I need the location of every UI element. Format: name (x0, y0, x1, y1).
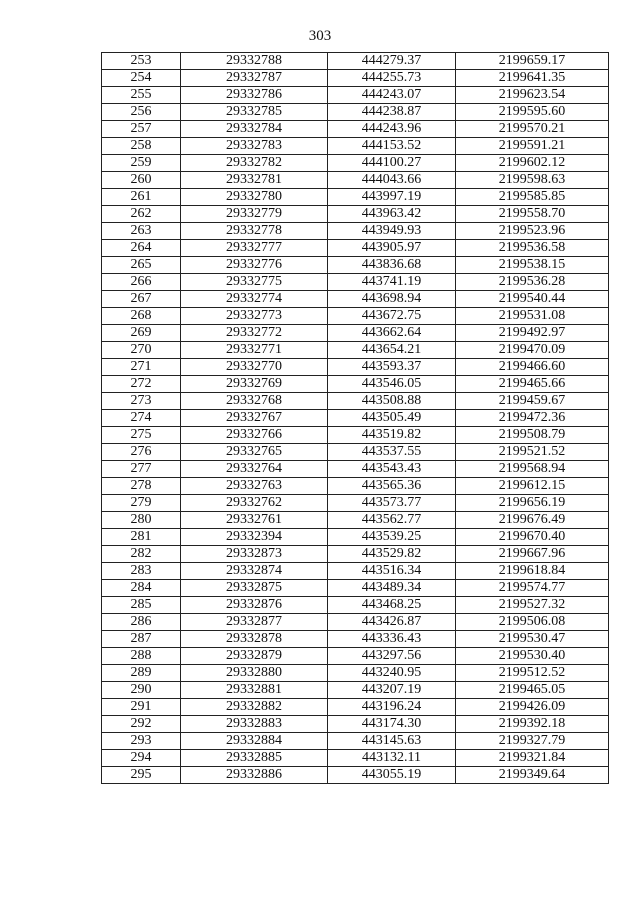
x-coordinate-cell: 443741.19 (328, 274, 456, 291)
x-coordinate-cell: 443963.42 (328, 206, 456, 223)
point-id-cell: 29332881 (181, 682, 328, 699)
point-number-cell: 268 (102, 308, 181, 325)
point-id-cell: 29332879 (181, 648, 328, 665)
point-id-cell: 29332878 (181, 631, 328, 648)
point-number-cell: 281 (102, 529, 181, 546)
x-coordinate-cell: 444243.07 (328, 87, 456, 104)
point-id-cell: 29332788 (181, 53, 328, 70)
point-id-cell: 29332762 (181, 495, 328, 512)
table-row (102, 631, 609, 648)
x-coordinate-cell: 443546.05 (328, 376, 456, 393)
table-row (102, 546, 609, 563)
point-id-cell: 29332886 (181, 767, 328, 784)
y-coordinate-cell: 2199570.21 (456, 121, 609, 138)
point-number-cell: 265 (102, 257, 181, 274)
table-row (102, 682, 609, 699)
table-row (102, 733, 609, 750)
point-id-cell: 29332775 (181, 274, 328, 291)
x-coordinate-cell: 443836.68 (328, 257, 456, 274)
point-id-cell: 29332885 (181, 750, 328, 767)
x-coordinate-cell: 443468.25 (328, 597, 456, 614)
x-coordinate-cell: 443949.93 (328, 223, 456, 240)
y-coordinate-cell: 2199618.84 (456, 563, 609, 580)
y-coordinate-cell: 2199527.32 (456, 597, 609, 614)
point-number-cell: 264 (102, 240, 181, 257)
x-coordinate-cell: 443662.64 (328, 325, 456, 342)
x-coordinate-cell: 444243.96 (328, 121, 456, 138)
y-coordinate-cell: 2199530.47 (456, 631, 609, 648)
point-id-cell: 29332761 (181, 512, 328, 529)
table-row (102, 648, 609, 665)
point-id-cell: 29332784 (181, 121, 328, 138)
table-row (102, 580, 609, 597)
y-coordinate-cell: 2199585.85 (456, 189, 609, 206)
y-coordinate-cell: 2199459.67 (456, 393, 609, 410)
table-row (102, 291, 609, 308)
x-coordinate-cell: 443672.75 (328, 308, 456, 325)
point-number-cell: 277 (102, 461, 181, 478)
table-row (102, 138, 609, 155)
y-coordinate-cell: 2199530.40 (456, 648, 609, 665)
point-number-cell: 290 (102, 682, 181, 699)
table-row (102, 121, 609, 138)
point-id-cell: 29332772 (181, 325, 328, 342)
point-number-cell: 286 (102, 614, 181, 631)
x-coordinate-cell: 443565.36 (328, 478, 456, 495)
x-coordinate-cell: 444153.52 (328, 138, 456, 155)
y-coordinate-cell: 2199667.96 (456, 546, 609, 563)
y-coordinate-cell: 2199595.60 (456, 104, 609, 121)
x-coordinate-cell: 443537.55 (328, 444, 456, 461)
table-row (102, 223, 609, 240)
table-row (102, 444, 609, 461)
point-number-cell: 262 (102, 206, 181, 223)
y-coordinate-cell: 2199466.60 (456, 359, 609, 376)
point-number-cell: 285 (102, 597, 181, 614)
x-coordinate-cell: 443573.77 (328, 495, 456, 512)
table-row (102, 512, 609, 529)
point-number-cell: 294 (102, 750, 181, 767)
y-coordinate-cell: 2199598.63 (456, 172, 609, 189)
y-coordinate-cell: 2199465.66 (456, 376, 609, 393)
x-coordinate-cell: 443489.34 (328, 580, 456, 597)
y-coordinate-cell: 2199465.05 (456, 682, 609, 699)
x-coordinate-cell: 443997.19 (328, 189, 456, 206)
point-id-cell: 29332786 (181, 87, 328, 104)
coordinates-table (101, 52, 609, 784)
table-row (102, 274, 609, 291)
point-id-cell: 29332876 (181, 597, 328, 614)
table-row (102, 376, 609, 393)
x-coordinate-cell: 443132.11 (328, 750, 456, 767)
point-number-cell: 255 (102, 87, 181, 104)
y-coordinate-cell: 2199676.49 (456, 512, 609, 529)
point-number-cell: 275 (102, 427, 181, 444)
y-coordinate-cell: 2199523.96 (456, 223, 609, 240)
table-row (102, 393, 609, 410)
point-number-cell: 279 (102, 495, 181, 512)
point-number-cell: 289 (102, 665, 181, 682)
y-coordinate-cell: 2199521.52 (456, 444, 609, 461)
x-coordinate-cell: 443516.34 (328, 563, 456, 580)
point-id-cell: 29332874 (181, 563, 328, 580)
table-row (102, 53, 609, 70)
table-row (102, 308, 609, 325)
y-coordinate-cell: 2199568.94 (456, 461, 609, 478)
table-row (102, 70, 609, 87)
x-coordinate-cell: 443196.24 (328, 699, 456, 716)
point-number-cell: 284 (102, 580, 181, 597)
y-coordinate-cell: 2199327.79 (456, 733, 609, 750)
y-coordinate-cell: 2199641.35 (456, 70, 609, 87)
point-number-cell: 260 (102, 172, 181, 189)
x-coordinate-cell: 444100.27 (328, 155, 456, 172)
y-coordinate-cell: 2199574.77 (456, 580, 609, 597)
y-coordinate-cell: 2199392.18 (456, 716, 609, 733)
table-row (102, 699, 609, 716)
y-coordinate-cell: 2199508.79 (456, 427, 609, 444)
y-coordinate-cell: 2199506.08 (456, 614, 609, 631)
table-row (102, 665, 609, 682)
point-id-cell: 29332884 (181, 733, 328, 750)
x-coordinate-cell: 443529.82 (328, 546, 456, 563)
x-coordinate-cell: 443505.49 (328, 410, 456, 427)
x-coordinate-cell: 443145.63 (328, 733, 456, 750)
table-row (102, 478, 609, 495)
table-row (102, 104, 609, 121)
x-coordinate-cell: 443562.77 (328, 512, 456, 529)
y-coordinate-cell: 2199426.09 (456, 699, 609, 716)
table-row (102, 87, 609, 104)
point-number-cell: 254 (102, 70, 181, 87)
point-number-cell: 253 (102, 53, 181, 70)
y-coordinate-cell: 2199670.40 (456, 529, 609, 546)
x-coordinate-cell: 443593.37 (328, 359, 456, 376)
x-coordinate-cell: 443207.19 (328, 682, 456, 699)
point-id-cell: 29332783 (181, 138, 328, 155)
point-number-cell: 272 (102, 376, 181, 393)
x-coordinate-cell: 443698.94 (328, 291, 456, 308)
y-coordinate-cell: 2199656.19 (456, 495, 609, 512)
point-id-cell: 29332877 (181, 614, 328, 631)
point-number-cell: 282 (102, 546, 181, 563)
y-coordinate-cell: 2199538.15 (456, 257, 609, 274)
point-id-cell: 29332774 (181, 291, 328, 308)
y-coordinate-cell: 2199591.21 (456, 138, 609, 155)
x-coordinate-cell: 443055.19 (328, 767, 456, 784)
y-coordinate-cell: 2199531.08 (456, 308, 609, 325)
point-id-cell: 29332880 (181, 665, 328, 682)
point-number-cell: 293 (102, 733, 181, 750)
point-number-cell: 291 (102, 699, 181, 716)
table-row (102, 172, 609, 189)
y-coordinate-cell: 2199472.36 (456, 410, 609, 427)
x-coordinate-cell: 444238.87 (328, 104, 456, 121)
page-number: 303 (308, 28, 332, 44)
point-id-cell: 29332765 (181, 444, 328, 461)
point-id-cell: 29332875 (181, 580, 328, 597)
point-number-cell: 295 (102, 767, 181, 784)
coordinates-table-body (102, 53, 609, 784)
point-id-cell: 29332764 (181, 461, 328, 478)
point-id-cell: 29332771 (181, 342, 328, 359)
point-number-cell: 288 (102, 648, 181, 665)
y-coordinate-cell: 2199349.64 (456, 767, 609, 784)
y-coordinate-cell: 2199659.17 (456, 53, 609, 70)
table-row (102, 427, 609, 444)
point-id-cell: 29332767 (181, 410, 328, 427)
point-id-cell: 29332778 (181, 223, 328, 240)
table-row (102, 410, 609, 427)
point-id-cell: 29332773 (181, 308, 328, 325)
point-number-cell: 266 (102, 274, 181, 291)
point-id-cell: 29332882 (181, 699, 328, 716)
table-row (102, 495, 609, 512)
x-coordinate-cell: 443297.56 (328, 648, 456, 665)
y-coordinate-cell: 2199470.09 (456, 342, 609, 359)
table-row (102, 189, 609, 206)
point-number-cell: 267 (102, 291, 181, 308)
table-row (102, 359, 609, 376)
point-number-cell: 271 (102, 359, 181, 376)
x-coordinate-cell: 443543.43 (328, 461, 456, 478)
point-id-cell: 29332776 (181, 257, 328, 274)
point-number-cell: 274 (102, 410, 181, 427)
y-coordinate-cell: 2199612.15 (456, 478, 609, 495)
point-id-cell: 29332770 (181, 359, 328, 376)
x-coordinate-cell: 444043.66 (328, 172, 456, 189)
x-coordinate-cell: 444255.73 (328, 70, 456, 87)
point-id-cell: 29332780 (181, 189, 328, 206)
y-coordinate-cell: 2199512.52 (456, 665, 609, 682)
x-coordinate-cell: 443336.43 (328, 631, 456, 648)
y-coordinate-cell: 2199558.70 (456, 206, 609, 223)
point-number-cell: 292 (102, 716, 181, 733)
point-number-cell: 269 (102, 325, 181, 342)
table-row (102, 461, 609, 478)
point-id-cell: 29332763 (181, 478, 328, 495)
y-coordinate-cell: 2199536.58 (456, 240, 609, 257)
table-row (102, 342, 609, 359)
point-id-cell: 29332787 (181, 70, 328, 87)
table-row (102, 563, 609, 580)
table-row (102, 240, 609, 257)
point-number-cell: 278 (102, 478, 181, 495)
point-number-cell: 256 (102, 104, 181, 121)
x-coordinate-cell: 443508.88 (328, 393, 456, 410)
point-number-cell: 280 (102, 512, 181, 529)
point-number-cell: 259 (102, 155, 181, 172)
x-coordinate-cell: 443539.25 (328, 529, 456, 546)
table-row (102, 155, 609, 172)
point-number-cell: 257 (102, 121, 181, 138)
y-coordinate-cell: 2199540.44 (456, 291, 609, 308)
point-id-cell: 29332769 (181, 376, 328, 393)
point-id-cell: 29332779 (181, 206, 328, 223)
x-coordinate-cell: 443519.82 (328, 427, 456, 444)
x-coordinate-cell: 443654.21 (328, 342, 456, 359)
point-id-cell: 29332883 (181, 716, 328, 733)
point-id-cell: 29332782 (181, 155, 328, 172)
point-number-cell: 263 (102, 223, 181, 240)
y-coordinate-cell: 2199602.12 (456, 155, 609, 172)
table-row (102, 750, 609, 767)
point-id-cell: 29332766 (181, 427, 328, 444)
y-coordinate-cell: 2199492.97 (456, 325, 609, 342)
x-coordinate-cell: 443426.87 (328, 614, 456, 631)
table-row (102, 206, 609, 223)
table-row (102, 716, 609, 733)
point-number-cell: 261 (102, 189, 181, 206)
y-coordinate-cell: 2199536.28 (456, 274, 609, 291)
point-id-cell: 29332873 (181, 546, 328, 563)
x-coordinate-cell: 443905.97 (328, 240, 456, 257)
x-coordinate-cell: 443240.95 (328, 665, 456, 682)
point-number-cell: 258 (102, 138, 181, 155)
table-row (102, 325, 609, 342)
point-id-cell: 29332394 (181, 529, 328, 546)
point-number-cell: 273 (102, 393, 181, 410)
table-row (102, 529, 609, 546)
point-id-cell: 29332768 (181, 393, 328, 410)
y-coordinate-cell: 2199321.84 (456, 750, 609, 767)
point-id-cell: 29332777 (181, 240, 328, 257)
point-number-cell: 270 (102, 342, 181, 359)
x-coordinate-cell: 444279.37 (328, 53, 456, 70)
point-id-cell: 29332781 (181, 172, 328, 189)
point-number-cell: 276 (102, 444, 181, 461)
table-row (102, 767, 609, 784)
point-number-cell: 283 (102, 563, 181, 580)
table-row (102, 614, 609, 631)
y-coordinate-cell: 2199623.54 (456, 87, 609, 104)
table-row (102, 597, 609, 614)
point-id-cell: 29332785 (181, 104, 328, 121)
x-coordinate-cell: 443174.30 (328, 716, 456, 733)
point-number-cell: 287 (102, 631, 181, 648)
table-row (102, 257, 609, 274)
